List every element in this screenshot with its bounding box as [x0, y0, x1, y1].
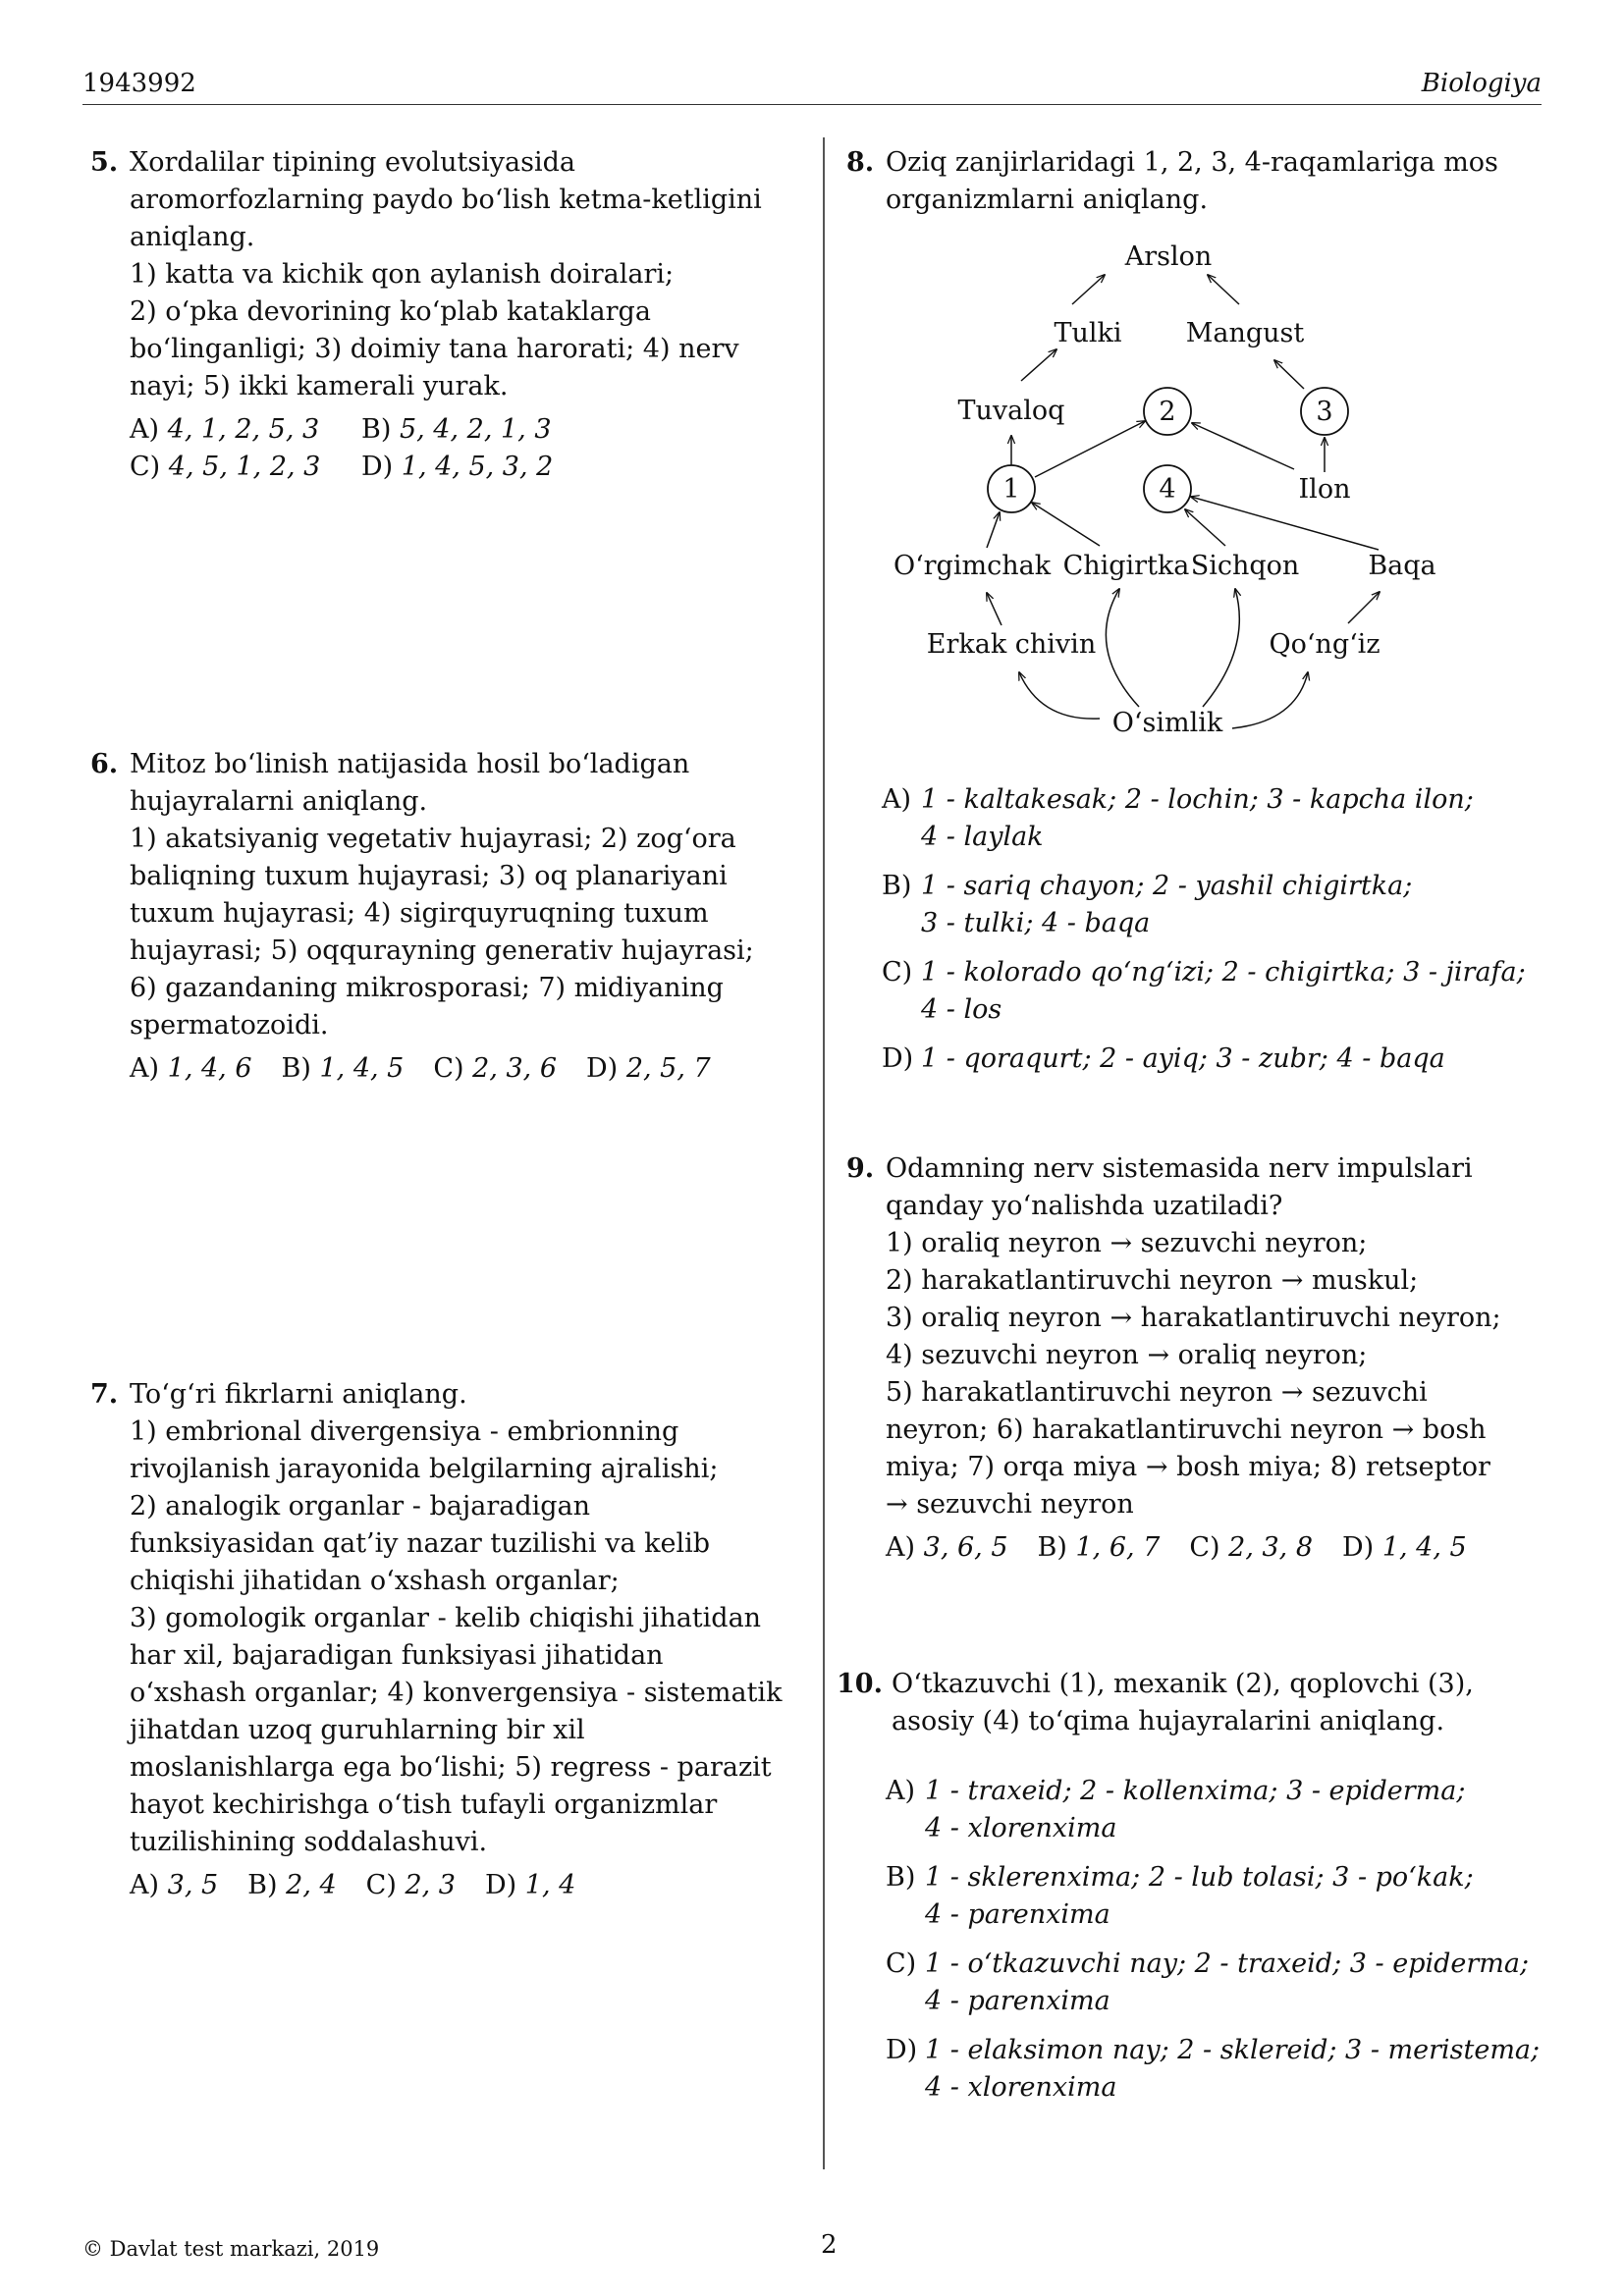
arrow-tulki-arslon: [1072, 275, 1105, 304]
answer-option-d[interactable]: D) 1, 4: [485, 1870, 576, 1900]
answer-option-c[interactable]: C) 1 - kolorado qo‘ng‘izi; 2 - chigirtka; 3 - jirafa; 4 - los: [882, 957, 1526, 1025]
arrow-osimlik-sichqon: [1203, 589, 1239, 707]
question-text-line: tuzilishining soddalashuvi.: [130, 1827, 488, 1857]
answer-option-a[interactable]: A) 1 - traxeid; 2 - kollenxima; 3 - epiderma; 4 - xlorenxima: [886, 1776, 1466, 1843]
question-text-line: 3) gomologik organlar - kelib chiqishi jihatidan: [130, 1603, 762, 1633]
arrow-sichqon-4: [1185, 509, 1225, 546]
question-text-line: rivojlanish jarayonida belgilarning ajralishi;: [130, 1454, 719, 1484]
question-text-line: 4) sezuvchi neyron → oraliq neyron;: [886, 1340, 1368, 1370]
subject-title: Biologiya: [1421, 69, 1542, 98]
question-text-line: spermatozoidi.: [130, 1010, 329, 1041]
arrow-osimlik-erkak-chivin: [1019, 672, 1100, 719]
copyright-footer: © Davlat test markazi, 2019: [82, 2237, 380, 2261]
answer-option-d[interactable]: D) 1, 4, 5: [1342, 1532, 1467, 1563]
answer-option-b[interactable]: B) 1, 4, 5: [281, 1053, 405, 1084]
question-text-line: baliqning tuxum hujayrasi; 3) oq planariyani: [130, 861, 728, 891]
question-text-line: o‘xshash organlar; 4) konvergensiya - sistematik: [130, 1678, 783, 1708]
answer-option-a[interactable]: A) 4, 1, 2, 5, 3: [130, 414, 320, 445]
answer-option-c[interactable]: C) 2, 3, 6: [433, 1053, 558, 1084]
question-text-line: 2) o‘pka devorining ko‘plab kataklarga: [130, 296, 651, 327]
answer-option-a[interactable]: A) 3, 5: [130, 1870, 219, 1900]
answer-option-a[interactable]: A) 3, 6, 5: [886, 1532, 1008, 1563]
question-text-line: jihatdan uzoq guruhlarning bir xil: [130, 1715, 585, 1745]
question-text-line: Odamning nerv sistemasida nerv impulslari: [886, 1153, 1473, 1184]
node-label-3: 3: [1316, 397, 1333, 427]
question-text-line: → sezuvchi neyron: [886, 1489, 1134, 1520]
answer-option-c[interactable]: C) 4, 5, 1, 2, 3: [130, 452, 321, 482]
node-mangust: Mangust: [1185, 318, 1305, 348]
node-label-4: 4: [1159, 474, 1176, 505]
answer-option-d[interactable]: D) 1 - elaksimon nay; 2 - sklereid; 3 - meristema; 4 - xlorenxima: [886, 2035, 1541, 2103]
arrow-baqa-4: [1191, 497, 1379, 550]
question-text-line: organizmlarni aniqlang.: [886, 185, 1209, 215]
node-osimlik: O‘simlik: [1111, 708, 1223, 738]
arrow-osimlik-qongiz: [1232, 672, 1308, 728]
question-text-line: miya; 7) orqa miya → bosh miya; 8) retseptor: [886, 1452, 1490, 1482]
question-text-line: Xordalilar tipining evolutsiyasida: [130, 147, 576, 178]
question-number: 10.: [837, 1669, 883, 1699]
arrow-3-mangust: [1274, 360, 1304, 389]
question-text-line: To‘g‘ri fikrlarni aniqlang.: [130, 1379, 467, 1410]
answer-option-d[interactable]: D) 1, 4, 5, 3, 2: [361, 452, 554, 482]
node-tulki: Tulki: [1054, 318, 1122, 348]
answer-option-b[interactable]: B) 1 - sklerenxima; 2 - lub tolasi; 3 - po‘kak; 4 - parenxima: [886, 1862, 1474, 1930]
question-text-line: har xil, bajaradigan funksiyasi jihatidan: [130, 1640, 664, 1671]
arrow-osimlik-chigirtka: [1106, 589, 1139, 707]
node-sichqon: Sichqon: [1190, 551, 1300, 581]
question-text-line: hayot kechirishga o‘tish tufayli organizmlar: [130, 1789, 718, 1820]
answer-option-a[interactable]: A) 1 - kaltakesak; 2 - lochin; 3 - kapcha ilon; 4 - laylak: [882, 784, 1474, 852]
question-number: 7.: [90, 1379, 119, 1410]
question-10-options: [886, 1773, 1540, 2107]
question-text-line: 2) analogik organlar - bajaradigan: [130, 1491, 591, 1522]
question-text-line: aromorfozlarning paydo bo‘lish ketma-ketligini: [130, 185, 762, 215]
node-baqa: Baqa: [1368, 551, 1436, 581]
question-8-options: [882, 781, 1526, 1078]
question-text-line: moslanishlarga ega bo‘lishi; 5) regress - parazit: [130, 1752, 772, 1783]
answer-option-c[interactable]: C) 2, 3, 8: [1189, 1532, 1314, 1563]
node-label-2: 2: [1159, 397, 1176, 427]
question-text-line: Mitoz bo‘linish natijasida hosil bo‘ladigan: [130, 749, 690, 779]
question-text-line: 1) embrional divergensiya - embrionning: [130, 1416, 679, 1447]
answer-option-c[interactable]: C) 1 - o‘tkazuvchi nay; 2 - traxeid; 3 - epiderma; 4 - parenxima: [886, 1949, 1530, 2016]
node-label-1: 1: [1002, 474, 1020, 505]
question-text-line: bo‘linganligi; 3) doimiy tana harorati; 4) nerv: [130, 334, 739, 364]
question-text-line: 5) harakatlantiruvchi neyron → sezuvchi: [886, 1377, 1428, 1408]
question-text-line: tuxum hujayrasi; 4) sigirquyruqning tuxum: [130, 898, 709, 929]
arrow-chigirtka-1: [1032, 503, 1100, 546]
question-text-line: 3) oraliq neyron → harakatlantiruvchi neyron;: [886, 1303, 1501, 1333]
question-text-line: chiqishi jihatidan o‘xshash organlar;: [130, 1566, 620, 1596]
arrow-qongiz-baqa: [1348, 592, 1380, 623]
arrow-ilon-2: [1192, 423, 1294, 469]
answer-option-b[interactable]: B) 1 - sariq chayon; 2 - yashil chigirtka; 3 - tulki; 4 - baqa: [882, 871, 1413, 938]
question-text-line: asosiy (4) to‘qima hujayralarini aniqlang.: [892, 1706, 1445, 1736]
question-text-line: O‘tkazuvchi (1), mexanik (2), qoplovchi (3),: [892, 1669, 1474, 1699]
answer-option-b[interactable]: B) 2, 4: [247, 1870, 337, 1900]
question-number: 5.: [90, 147, 119, 178]
question-text-line: 2) harakatlantiruvchi neyron → muskul;: [886, 1265, 1419, 1296]
arrow-mangust-arslon: [1208, 275, 1239, 304]
answer-row: [886, 1529, 1501, 1567]
arrow-erkak-chivin-orgimchak: [987, 593, 1001, 625]
question-text-line: neyron; 6) harakatlantiruvchi neyron → bosh: [886, 1415, 1487, 1445]
node-orgimchak: O‘rgimchak: [893, 551, 1052, 581]
question-10: [837, 1666, 1474, 1740]
question-text-line: hujayrasi; 5) oqqurayning generativ hujayrasi;: [130, 935, 754, 966]
question-text-line: nayi; 5) ikki kamerali yurak.: [130, 371, 509, 401]
arrow-tuvaloq-tulki: [1021, 349, 1056, 381]
node-chigirtka: Chigirtka: [1062, 551, 1190, 581]
answer-option-b[interactable]: B) 5, 4, 2, 1, 3: [361, 414, 552, 445]
arrow-1-2: [1035, 421, 1145, 477]
question-text-line: funksiyasidan qat’iy nazar tuzilishi va kelib: [130, 1528, 711, 1559]
node-tuvaloq: Tuvaloq: [957, 396, 1065, 426]
node-ilon: Ilon: [1298, 474, 1351, 505]
question-text-line: aniqlang.: [130, 222, 255, 252]
question-text-line: Oziq zanjirlaridagi 1, 2, 3, 4-raqamlariga mos: [886, 147, 1498, 178]
question-number: 8.: [846, 147, 875, 178]
question-number: 9.: [846, 1153, 875, 1184]
question-text-line: 1) katta va kichik qon aylanish doiralari;: [130, 259, 675, 290]
question-9: [846, 1150, 1501, 1567]
question-text-line: 1) oraliq neyron → sezuvchi neyron;: [886, 1228, 1368, 1258]
answer-option-d[interactable]: D) 1 - qoraqurt; 2 - ayiq; 3 - zubr; 4 - baqa: [882, 1043, 1445, 1074]
exam-code: 1943992: [82, 69, 196, 98]
answer-option-c[interactable]: C) 2, 3: [365, 1870, 456, 1900]
answer-option-a[interactable]: A) 1, 4, 6: [130, 1053, 252, 1084]
arrow-orgimchak-1: [987, 512, 1000, 548]
node-arslon: Arslon: [1124, 241, 1213, 272]
question-text-line: hujayralarni aniqlang.: [130, 786, 428, 817]
answer-option-b[interactable]: B) 1, 6, 7: [1037, 1532, 1161, 1563]
node-qongiz: Qo‘ng‘iz: [1269, 629, 1380, 660]
node-erkak-chivin: Erkak chivin: [926, 629, 1097, 660]
question-number: 6.: [90, 749, 119, 779]
question-text-line: 1) akatsiyanig vegetativ hujayrasi; 2) zog‘ora: [130, 824, 736, 854]
answer-option-d[interactable]: D) 2, 5, 7: [586, 1053, 711, 1084]
question-text-line: 6) gazandaning mikrosporasi; 7) midiyaning: [130, 973, 724, 1003]
page-number: 2: [821, 2230, 838, 2260]
question-text-line: qanday yo‘nalishda uzatiladi?: [886, 1191, 1283, 1221]
